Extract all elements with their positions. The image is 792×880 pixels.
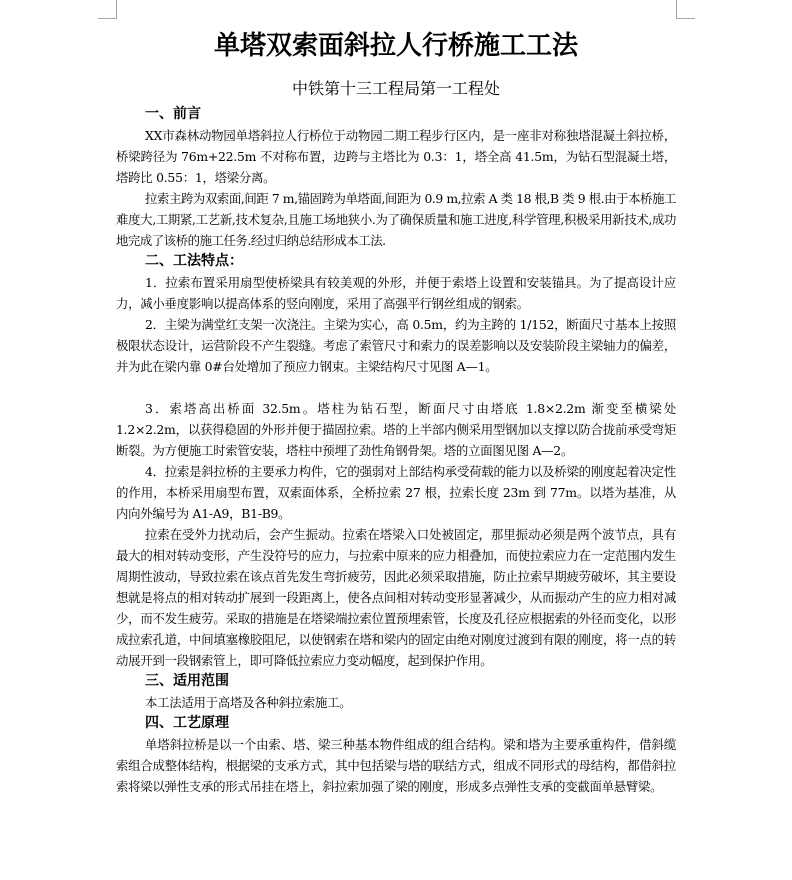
section-heading-scope: 三、适用范围 [145, 673, 229, 689]
paragraph: XX市森林动物园单塔斜拉人行桥位于动物园二期工程步行区内，是一座非对称独塔混凝土斜拉桥，桥梁跨径为 76m+22.5m 不对称布置，边跨与主塔比为 0.3：1，塔全高 41.5m，为钻石型混凝土塔，塔跨比 0.55：1，塔梁分离。 [116, 128, 676, 185]
section-heading-features: 二、工法特点： [145, 253, 243, 269]
document-subtitle: 中铁第十三工程局第一工程处 [291, 79, 500, 98]
paragraph: 3．索塔高出桥面 32.5m。塔柱为钻石型，断面尺寸由塔底 1.8×2.2m 渐变至横梁处 1.2×2.2m，以获得稳固的外形并便于描固拉索。塔的上半部内侧采用型钢加以支撑以防合拢前承受弯矩断裂。为方便施工时索管安装，塔柱中预埋了劲性角钢骨架。塔的立面图见图 A—2。 [116, 401, 676, 458]
paragraph: 拉索主跨为双索面,间距 7 m,锚固跨为单塔面,间距为 0.9 m,拉索 A 类 18 根,B 类 9 根.由于本桥施工难度大,工期紧,工艺新,技术复杂,且施工场地狭小.为了确保质量和施工进度,科学管理,积极采用新技术,成功地完成了该桥的施工任务.经过归纳总结形成本工法. [116, 191, 676, 248]
paragraph: 单塔斜拉桥是以一个由索、塔、梁三种基本物件组成的组合结构。梁和塔为主要承重构件，借斜缆索组合成整体结构，根据梁的支承方式，其中包括梁与塔的联结方式，组成不同形式的母结构，都借斜拉索将梁以弹性支承的形式吊挂在塔上，斜拉索加强了梁的刚度，形成多点弹性支承的变截面单悬臂梁。 [116, 737, 676, 794]
blank-line [116, 377, 676, 398]
paragraph: 1．拉索布置采用扇型使桥梁具有较美观的外形，并便于索塔上设置和安装锚具。为了提高设计应力，减小垂度影响以提高体系的竖向刚度，采用了高强平行钢丝组成的钢索。 [116, 275, 676, 311]
paragraph: 4．拉索是斜拉桥的主要承力构件，它的强弱对上部结构承受荷载的能力以及桥梁的刚度起着决定性的作用，本桥采用扇型布置，双索面体系，全桥拉索 27 根，拉索长度 23m 到 77m。以塔为基准，从内向外编号为 A1-A9，B1-B9。 [116, 464, 676, 521]
document-title: 单塔双索面斜拉人行桥施工工法 [213, 31, 578, 61]
paragraph: 2．主梁为满堂红支架一次浇注。主梁为实心，高 0.5m，约为主跨的 1/152，断面尺寸基本上按照极限状态设计，运营阶段不产生裂缝。考虑了索管尺寸和索力的误差影响以及安装阶段主梁轴力的偏差，并为此在梁内靠 0#台处增加了预应力钢束。主梁结构尺寸见图 A—1。 [116, 317, 676, 374]
paragraph: 本工法适用于高塔及各种斜拉索施工。 [145, 695, 352, 710]
section-heading-preface: 一、前言 [145, 106, 201, 122]
page-corner-mark-right [676, 0, 695, 19]
document-page [116, 26, 676, 797]
section-heading-principle: 四、工艺原理 [145, 715, 229, 731]
page-corner-mark-left [98, 0, 117, 19]
paragraph: 拉索在受外力扰动后，会产生振动。拉索在塔梁入口处被固定，那里振动必须是两个波节点，具有最大的相对转动变形，产生没符号的应力，与拉索中原来的应力相叠加，而使拉索应力在一定范围内发生周期性波动，导致拉索在该点首先发生弯折疲劳，因此必须采取措施，防止拉索早期疲劳破坏，其主要设想就是将点的相对转动扩展到一段距离上，使各点间相对转动变形显著减少，从而振动产生的应力相对减少，而不发生疲劳。采取的措施是在塔梁端拉索位置预埋索管，长度及孔径应根据索的外径而变化，以形成拉索孔道，中间填塞橡胶阻尼，以使钢索在塔和梁内的固定由绝对刚度过渡到有限的刚度，将一点的转动展开到一段钢索管上，即可降低拉索应力变动幅度，起到保护作用。 [116, 527, 676, 668]
